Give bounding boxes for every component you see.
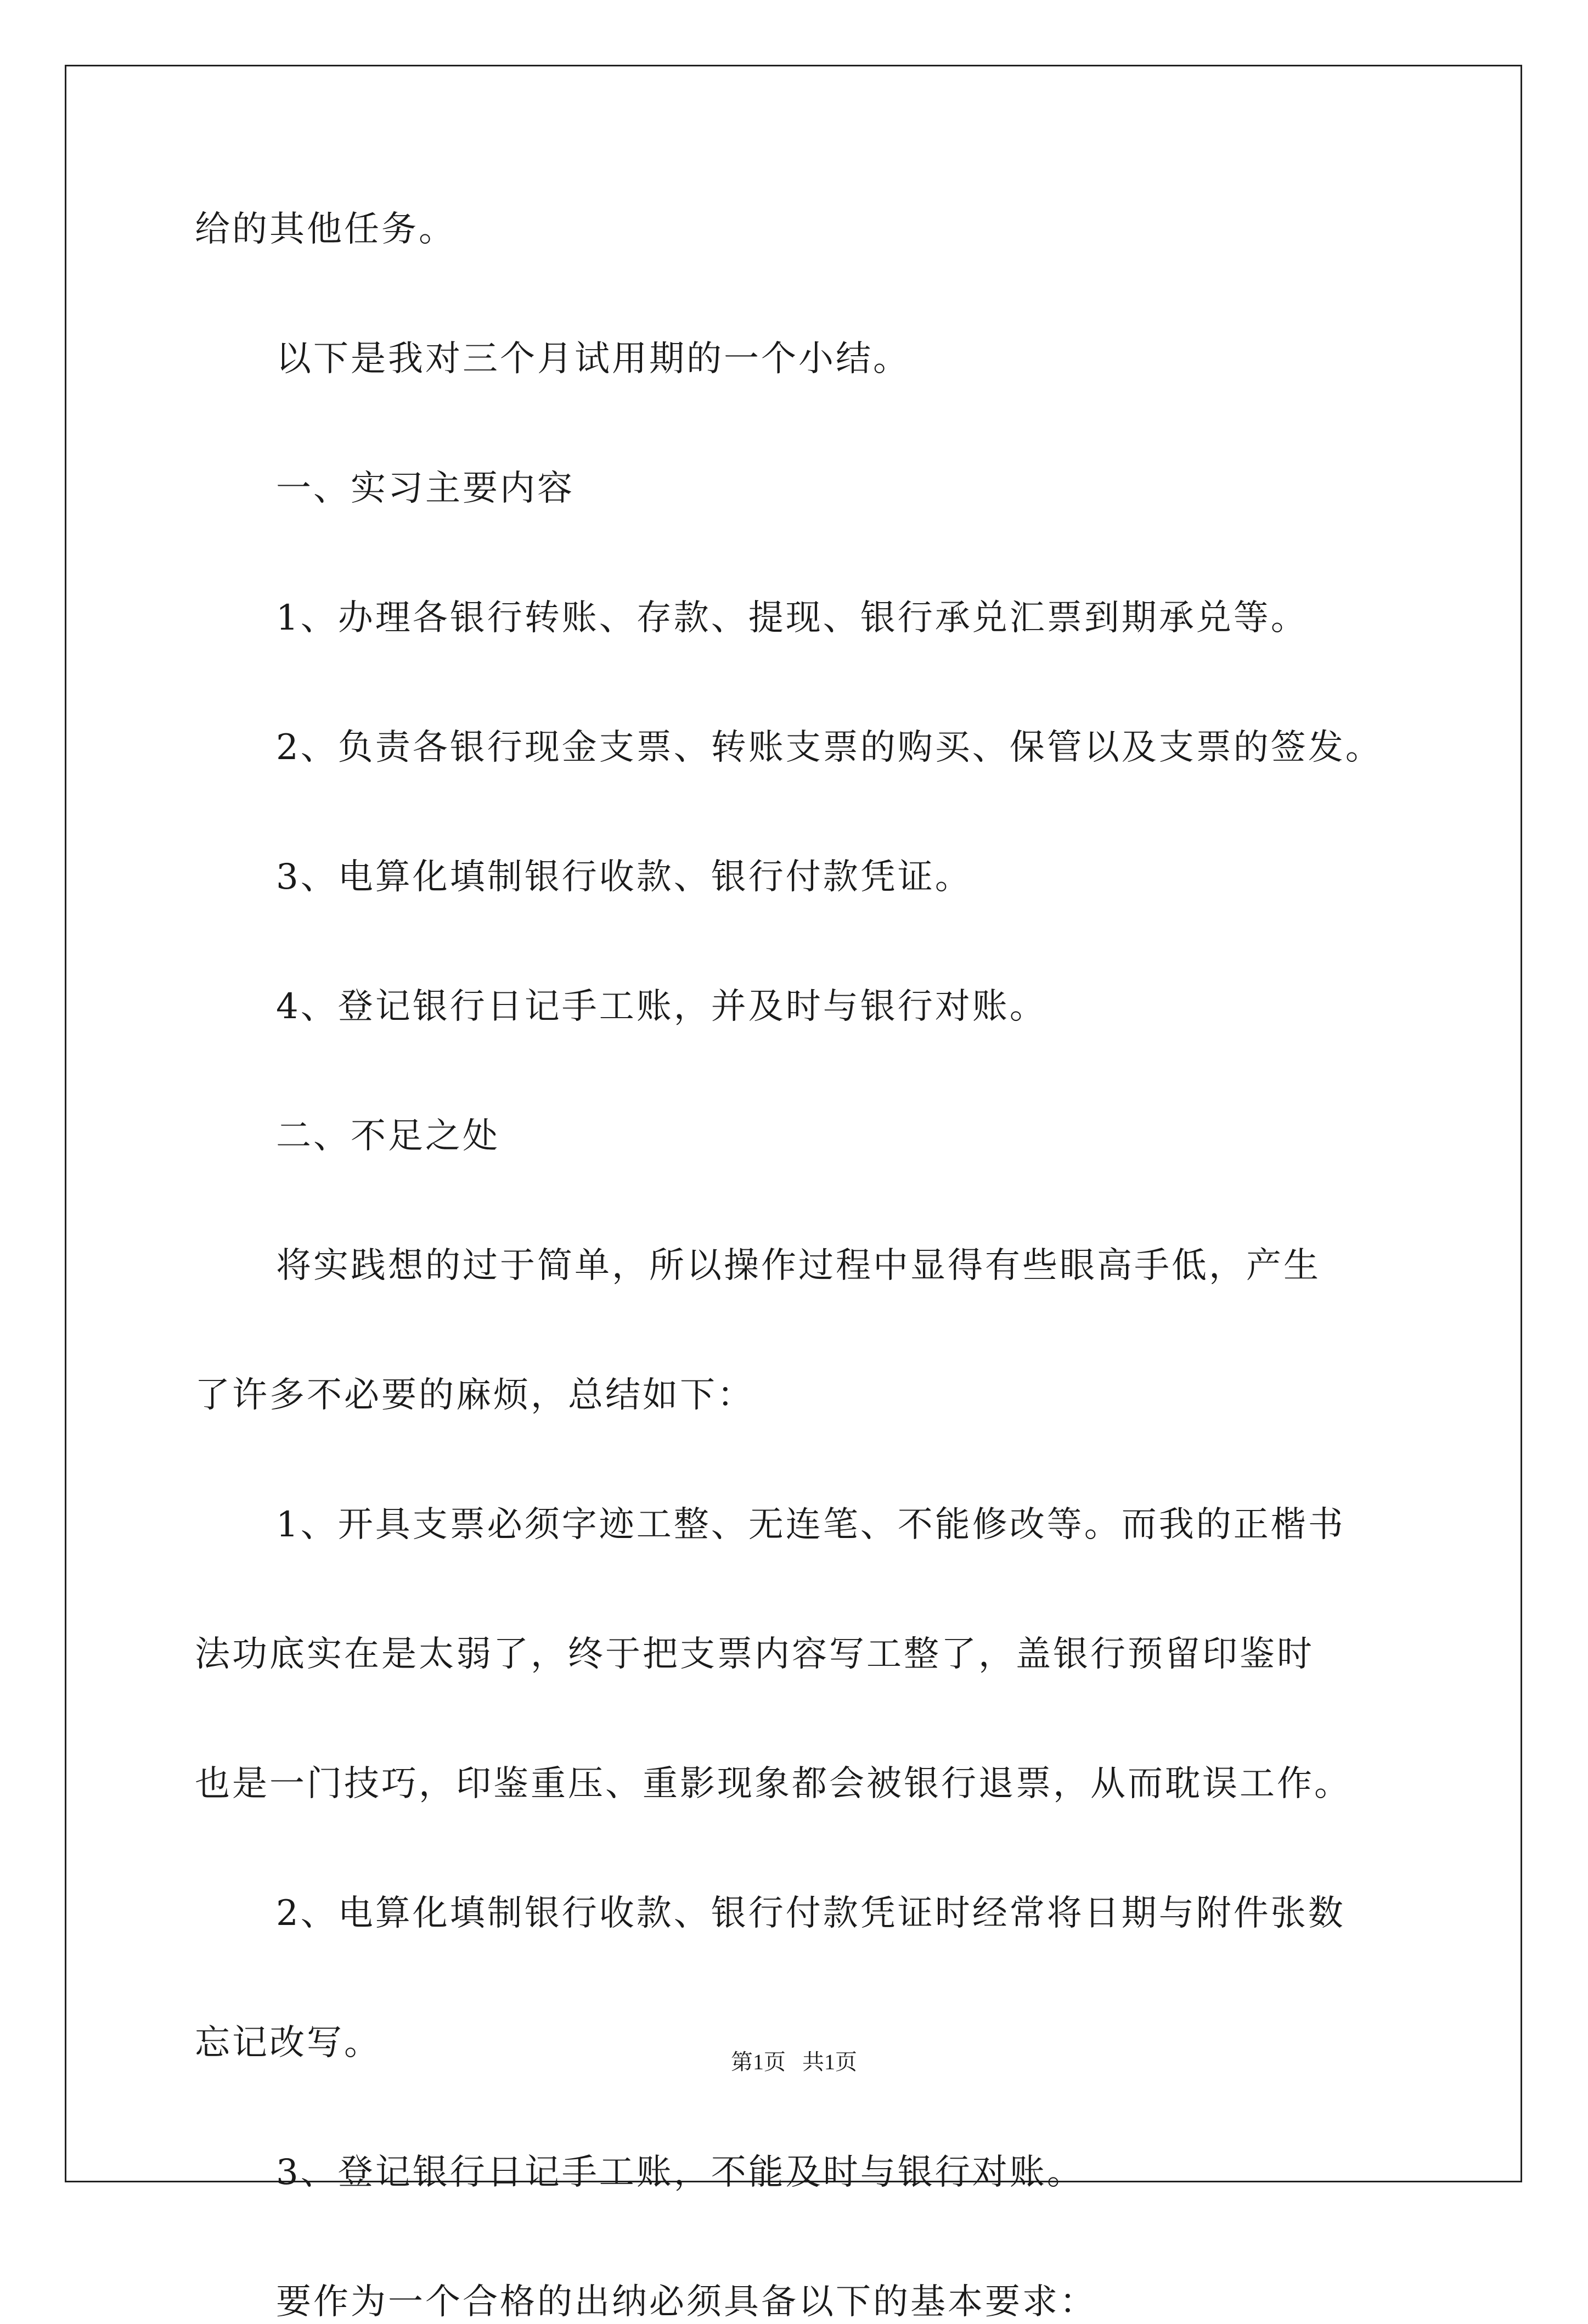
list-item: 2、负责各银行现金支票、转账支票的购买、保管以及支票的签发。 (276, 727, 1383, 768)
paragraph-line: 法功底实在是太弱了，终于把支票内容写工整了，盖银行预留印鉴时 (195, 1634, 1314, 1675)
text-line-intro: 以下是我对三个月试用期的一个小结。 (276, 339, 910, 379)
paragraph-line: 要作为一个合格的出纳必须具备以下的基本要求： (276, 2282, 1097, 2322)
list-item: 1、办理各银行转账、存款、提现、银行承兑汇票到期承兑等。 (276, 598, 1308, 638)
paragraph-line: 将实践想的过于简单，所以操作过程中显得有些眼高手低，产生 (276, 1245, 1321, 1286)
section-heading-shortcomings: 二、不足之处 (276, 1116, 500, 1157)
section-heading-internship-content: 一、实习主要内容 (276, 468, 575, 509)
list-item: 4、登记银行日记手工账，并及时与银行对账。 (276, 986, 1047, 1027)
paragraph-line: 忘记改写。 (195, 2023, 381, 2063)
paragraph-line: 也是一门技巧，印鉴重压、重影现象都会被银行退票，从而耽误工作。 (195, 1764, 1352, 1804)
list-item: 1、开具支票必须字迹工整、无连笔、不能修改等。而我的正楷书 (276, 1505, 1345, 1545)
paragraph-line: 了许多不必要的麻烦，总结如下： (195, 1375, 754, 1416)
page-number-footer: 第1页 共1页 (731, 2050, 857, 2074)
list-item: 3、登记银行日记手工账，不能及时与银行对账。 (276, 2152, 1084, 2193)
list-item: 2、电算化填制银行收款、银行付款凭证时经常将日期与附件张数 (276, 1893, 1345, 1934)
text-line-continuation: 给的其他任务。 (195, 209, 456, 250)
list-item: 3、电算化填制银行收款、银行付款凭证。 (276, 857, 972, 897)
